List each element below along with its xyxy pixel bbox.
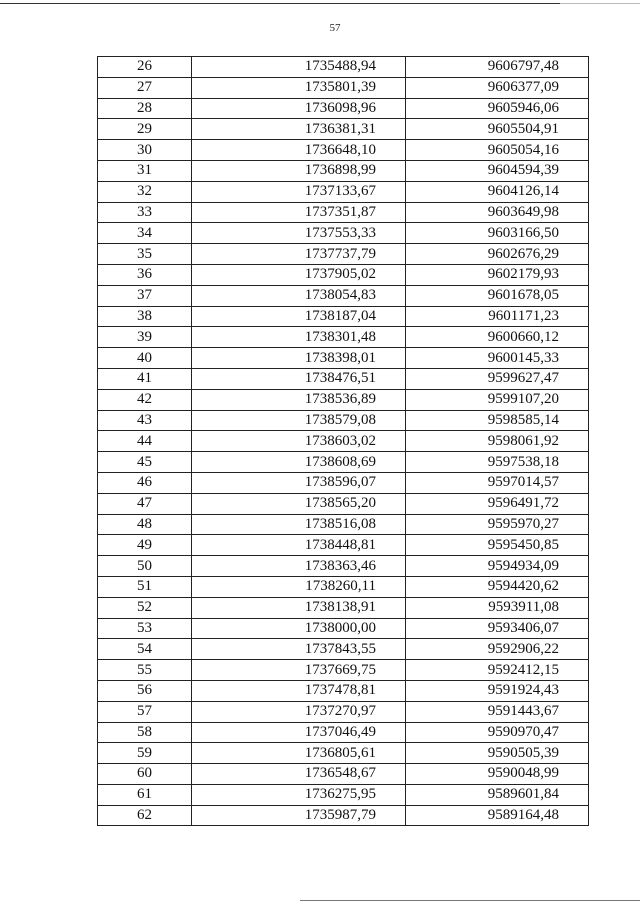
point-number-cell: 36 (98, 264, 192, 285)
table-row (98, 556, 589, 577)
y-coordinate-cell: 9604594,39 (406, 160, 589, 181)
x-coordinate-cell: 1738363,46 (192, 556, 406, 577)
x-coordinate-cell: 1738000,00 (192, 618, 406, 639)
y-coordinate-cell: 9591924,43 (406, 680, 589, 701)
y-coordinate-cell: 9594934,09 (406, 556, 589, 577)
table-row (98, 597, 589, 618)
y-coordinate-cell: 9595970,27 (406, 514, 589, 535)
point-number-cell: 55 (98, 660, 192, 681)
point-number-cell: 49 (98, 535, 192, 556)
x-coordinate-cell: 1738536,89 (192, 389, 406, 410)
point-number-cell: 47 (98, 493, 192, 514)
y-coordinate-cell: 9590970,47 (406, 722, 589, 743)
table-row (98, 431, 589, 452)
table-row (98, 57, 589, 78)
x-coordinate-cell: 1737669,75 (192, 660, 406, 681)
table-row (98, 743, 589, 764)
table-row (98, 119, 589, 140)
point-number-cell: 31 (98, 160, 192, 181)
point-number-cell: 60 (98, 764, 192, 785)
point-number-cell: 62 (98, 805, 192, 826)
table-row (98, 140, 589, 161)
y-coordinate-cell: 9601171,23 (406, 306, 589, 327)
y-coordinate-cell: 9605946,06 (406, 98, 589, 119)
point-number-cell: 52 (98, 597, 192, 618)
x-coordinate-cell: 1738187,04 (192, 306, 406, 327)
x-coordinate-cell: 1738476,51 (192, 368, 406, 389)
point-number-cell: 29 (98, 119, 192, 140)
table-row (98, 327, 589, 348)
y-coordinate-cell: 9606797,48 (406, 57, 589, 78)
y-coordinate-cell: 9597014,57 (406, 472, 589, 493)
x-coordinate-cell: 1735488,94 (192, 57, 406, 78)
table-row (98, 77, 589, 98)
point-number-cell: 42 (98, 389, 192, 410)
y-coordinate-cell: 9603166,50 (406, 223, 589, 244)
table-row (98, 764, 589, 785)
x-coordinate-cell: 1738301,48 (192, 327, 406, 348)
y-coordinate-cell: 9594420,62 (406, 576, 589, 597)
x-coordinate-cell: 1738398,01 (192, 348, 406, 369)
y-coordinate-cell: 9603649,98 (406, 202, 589, 223)
table-row (98, 410, 589, 431)
table-row (98, 639, 589, 660)
point-number-cell: 58 (98, 722, 192, 743)
point-number-cell: 59 (98, 743, 192, 764)
y-coordinate-cell: 9604126,14 (406, 181, 589, 202)
table-row (98, 618, 589, 639)
point-number-cell: 46 (98, 472, 192, 493)
top-rule-faint (560, 3, 640, 4)
table-row (98, 576, 589, 597)
table-row (98, 514, 589, 535)
point-number-cell: 48 (98, 514, 192, 535)
table-row (98, 223, 589, 244)
table-row (98, 389, 589, 410)
y-coordinate-cell: 9591443,67 (406, 701, 589, 722)
y-coordinate-cell: 9593911,08 (406, 597, 589, 618)
table-row (98, 264, 589, 285)
table-row (98, 784, 589, 805)
y-coordinate-cell: 9600660,12 (406, 327, 589, 348)
table-row (98, 452, 589, 473)
y-coordinate-cell: 9605504,91 (406, 119, 589, 140)
y-coordinate-cell: 9602676,29 (406, 244, 589, 265)
table-row (98, 722, 589, 743)
table-row (98, 680, 589, 701)
point-number-cell: 27 (98, 77, 192, 98)
x-coordinate-cell: 1736805,61 (192, 743, 406, 764)
x-coordinate-cell: 1737046,49 (192, 722, 406, 743)
x-coordinate-cell: 1738054,83 (192, 285, 406, 306)
y-coordinate-cell: 9598585,14 (406, 410, 589, 431)
table-row (98, 285, 589, 306)
x-coordinate-cell: 1736648,10 (192, 140, 406, 161)
point-number-cell: 56 (98, 680, 192, 701)
y-coordinate-cell: 9589164,48 (406, 805, 589, 826)
x-coordinate-cell: 1738138,91 (192, 597, 406, 618)
x-coordinate-cell: 1737553,33 (192, 223, 406, 244)
page-number: 57 (329, 22, 341, 34)
y-coordinate-cell: 9595450,85 (406, 535, 589, 556)
x-coordinate-cell: 1737133,67 (192, 181, 406, 202)
table-row (98, 98, 589, 119)
coordinates-table-body (98, 57, 589, 826)
point-number-cell: 53 (98, 618, 192, 639)
y-coordinate-cell: 9590048,99 (406, 764, 589, 785)
x-coordinate-cell: 1737905,02 (192, 264, 406, 285)
point-number-cell: 26 (98, 57, 192, 78)
point-number-cell: 44 (98, 431, 192, 452)
y-coordinate-cell: 9599627,47 (406, 368, 589, 389)
y-coordinate-cell: 9606377,09 (406, 77, 589, 98)
table-row (98, 181, 589, 202)
y-coordinate-cell: 9589601,84 (406, 784, 589, 805)
table-row (98, 368, 589, 389)
table-row (98, 805, 589, 826)
point-number-cell: 32 (98, 181, 192, 202)
x-coordinate-cell: 1736098,96 (192, 98, 406, 119)
table-row (98, 701, 589, 722)
y-coordinate-cell: 9605054,16 (406, 140, 589, 161)
x-coordinate-cell: 1738579,08 (192, 410, 406, 431)
top-rule (0, 3, 640, 4)
x-coordinate-cell: 1736381,31 (192, 119, 406, 140)
point-number-cell: 37 (98, 285, 192, 306)
y-coordinate-cell: 9596491,72 (406, 493, 589, 514)
table-row (98, 660, 589, 681)
x-coordinate-cell: 1738448,81 (192, 535, 406, 556)
bottom-rule (300, 900, 640, 901)
x-coordinate-cell: 1738260,11 (192, 576, 406, 597)
y-coordinate-cell: 9593406,07 (406, 618, 589, 639)
y-coordinate-cell: 9592412,15 (406, 660, 589, 681)
table-row (98, 535, 589, 556)
point-number-cell: 41 (98, 368, 192, 389)
point-number-cell: 50 (98, 556, 192, 577)
x-coordinate-cell: 1736548,67 (192, 764, 406, 785)
y-coordinate-cell: 9597538,18 (406, 452, 589, 473)
point-number-cell: 40 (98, 348, 192, 369)
point-number-cell: 45 (98, 452, 192, 473)
y-coordinate-cell: 9598061,92 (406, 431, 589, 452)
coordinates-table (97, 56, 589, 826)
point-number-cell: 54 (98, 639, 192, 660)
point-number-cell: 33 (98, 202, 192, 223)
point-number-cell: 35 (98, 244, 192, 265)
table-row (98, 472, 589, 493)
point-number-cell: 30 (98, 140, 192, 161)
x-coordinate-cell: 1738603,02 (192, 431, 406, 452)
y-coordinate-cell: 9602179,93 (406, 264, 589, 285)
x-coordinate-cell: 1738516,08 (192, 514, 406, 535)
point-number-cell: 28 (98, 98, 192, 119)
x-coordinate-cell: 1738565,20 (192, 493, 406, 514)
x-coordinate-cell: 1736275,95 (192, 784, 406, 805)
point-number-cell: 34 (98, 223, 192, 244)
x-coordinate-cell: 1737478,81 (192, 680, 406, 701)
point-number-cell: 51 (98, 576, 192, 597)
table-row (98, 493, 589, 514)
y-coordinate-cell: 9592906,22 (406, 639, 589, 660)
x-coordinate-cell: 1737351,87 (192, 202, 406, 223)
x-coordinate-cell: 1737737,79 (192, 244, 406, 265)
x-coordinate-cell: 1735801,39 (192, 77, 406, 98)
table-row (98, 160, 589, 181)
point-number-cell: 61 (98, 784, 192, 805)
x-coordinate-cell: 1737270,97 (192, 701, 406, 722)
x-coordinate-cell: 1738596,07 (192, 472, 406, 493)
table-row (98, 244, 589, 265)
y-coordinate-cell: 9599107,20 (406, 389, 589, 410)
point-number-cell: 39 (98, 327, 192, 348)
point-number-cell: 38 (98, 306, 192, 327)
table-row (98, 306, 589, 327)
x-coordinate-cell: 1738608,69 (192, 452, 406, 473)
y-coordinate-cell: 9600145,33 (406, 348, 589, 369)
table-row (98, 348, 589, 369)
point-number-cell: 57 (98, 701, 192, 722)
point-number-cell: 43 (98, 410, 192, 431)
x-coordinate-cell: 1737843,55 (192, 639, 406, 660)
y-coordinate-cell: 9590505,39 (406, 743, 589, 764)
table-row (98, 202, 589, 223)
y-coordinate-cell: 9601678,05 (406, 285, 589, 306)
x-coordinate-cell: 1735987,79 (192, 805, 406, 826)
x-coordinate-cell: 1736898,99 (192, 160, 406, 181)
